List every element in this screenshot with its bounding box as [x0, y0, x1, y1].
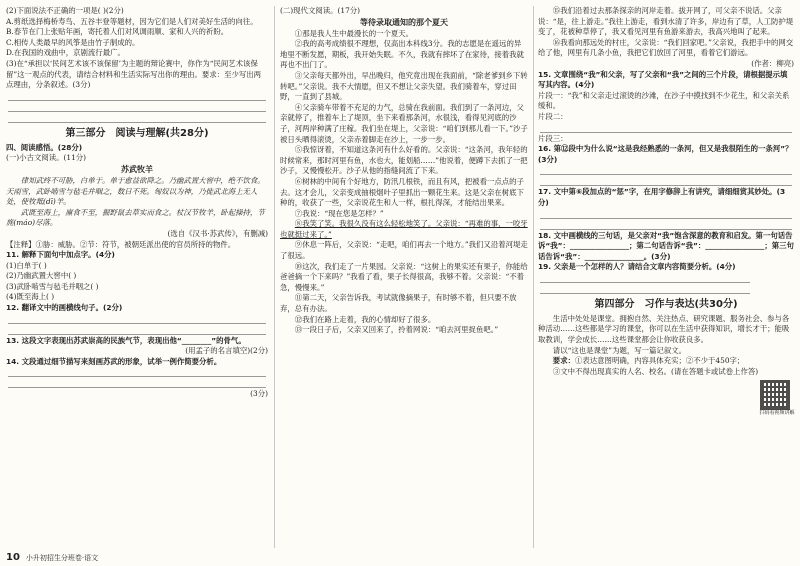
q16-text: 16. 第⑫段中为什么说“这是我经熟悉的一条河，但又是我很陌生的一条河”？(3分)	[538, 144, 793, 164]
story-paragraph: ⑤我惊讶着，不知道这条河有什么好看的。父亲说：“这条河，我年轻的时候常来，那时河里有鱼，水也大，能划船……”他说着，便蹲下去抓了一把沙子，又慢慢松开。沙子从他的指缝间流了下来。	[280, 145, 528, 176]
q14-text: 14. 文段通过细节描写来刻画苏武的形象，试举一例作简要分析。	[6, 356, 222, 366]
answer-line[interactable]	[8, 113, 266, 123]
answer-line[interactable]	[8, 91, 266, 101]
passage-source: (选自《汉书·苏武传》，有删减)	[167, 228, 268, 238]
essay-prompt: 生活中处处是课堂。拥抱自然、关注热点、研究课题、服务社会、参与各种活动……这些都是学习的课堂，你可以在生活中获得知识，增长才干；能吸取教训，学会成长……这些课堂都会让你收获良多。	[538, 313, 790, 345]
column-divider	[533, 6, 534, 548]
answer-line[interactable]	[540, 165, 792, 175]
essay-task: 请以“这也是课堂”为题，写一篇记叙文。	[552, 345, 686, 355]
annotation: 【注释】①胁：威胁。②节：符节，被朝廷派出使的官员所持的物件。	[6, 239, 236, 249]
answer-line[interactable]	[8, 325, 266, 335]
story-paragraph: ③父亲每天都外出，早出晚归，他究竟出现在我面前，“除老爹到乡下转转吧。”父亲说。我不大情愿，但又不想让父亲失望。我们骑着车，穿过田野，一直到了县城。	[280, 70, 528, 102]
part3-heading: 第三部分 阅读与理解(共28分)	[65, 127, 209, 139]
q11-item-3: (3)武卧啮雪与毡毛并咽之( )	[6, 281, 99, 291]
subsection1-heading: (一)小古文阅读。(11分)	[6, 153, 87, 163]
story-paragraph: ⑯我看向那远处的村庄，父亲说：“我们回家吧。”父亲说，我把手中的网交给了他，网里有几条小鱼，我把它们放回了河里，看着它们游远。	[538, 37, 794, 58]
q11-item-4: (4)既至海上( )	[6, 292, 55, 302]
q2-option-c: C.相传人类最早的风筝是由竹子制成的。	[6, 37, 140, 47]
answer-line[interactable]	[540, 220, 792, 230]
qr-caption: 扫码看视频讲解	[759, 410, 795, 416]
q13-text: 13. 这段文字表现出苏武崇高的民族气节，表现出他“________”的骨气。	[6, 335, 246, 345]
story-paragraph: ②我的高考成绩很不理想，仅高出本科线3分。我的志愿是在遥远的异地里不断发愿，期板，我开始失眠。不久，我就有摔坏了在家待，接着我就再也不出门了。	[280, 39, 524, 70]
answer-line[interactable]	[8, 102, 266, 112]
story-paragraph: ⑨休息一阵后，父亲说：“走吧，咱们再去一个地方。”我们又沿着河堤走了很远。	[280, 240, 528, 261]
story-title: 等待录取通知的那个夏天	[360, 17, 448, 27]
q3-text: (3)在“承担以‘民间艺术该不该保留’为主题的辩论赛中，你作为“民间艺术该保留”这一观点的代表，请结合材料和生活实际写出你的理由。要求：至少写出两点理由，分条叙述。(3分)	[6, 58, 262, 90]
q14-score: (3分)	[250, 389, 268, 399]
q18-text: 18. 文中画横线的三句话，是父亲对“我”饱含深意的教育和启发。第一句话告诉“我”：________________；第二句话告诉“我”：________________；第三句话告诉“我”：________________。(3分)	[538, 230, 794, 261]
story-paragraph: ④父亲骑车带着不充足的力气，总骑在我前面。我们到了一条河边，父亲就停了，推着车上了堤顶，坐下来看那条河，水很浅，看得见河底的沙子，河两岸种满了庄稼。我们坐在堤上，父亲说：“咱们到那儿看一下。”沙子被日头晒得滚烫，父亲赤着脚走在沙上，一步一步。	[280, 102, 528, 144]
story-paragraph: ⑪第二天，父亲告诉我，考试就像摘果子，有时够不着，但只要不放弃，总有办法。	[280, 293, 517, 314]
answer-line[interactable]	[540, 273, 750, 283]
q11-item-2: (2)乃幽武置大窖中( )	[6, 271, 77, 281]
story-paragraph: ⑩这次，我们走了一片果园。父亲说：“这树上的果实还有果子，你能给爸爸摘一个下来吗？”我看了看，果子长得很高，我够不着。父亲说：“不着急，慢慢来。”	[280, 261, 528, 292]
answer-line[interactable]	[540, 176, 792, 186]
requirement-2: ③文中不得出现真实的人名、校名。(请在答题卡或试卷上作答)	[552, 366, 759, 376]
q15-fragment-3: 片段三：	[538, 133, 568, 143]
q12-text: 12. 翻译文中的画横线句子。(2分)	[6, 303, 123, 313]
story-paragraph: ①那是我人生中最漫长的一个夏天。	[294, 28, 414, 38]
section4-heading: 四、阅读感悟。(28分)	[6, 142, 83, 152]
q19-text: 19. 父亲是一个怎样的人？请结合文章内容简要分析。(4分)	[538, 262, 736, 272]
qr-code-icon[interactable]	[760, 380, 790, 410]
answer-line[interactable]	[540, 284, 750, 294]
q2-option-b: B.春节在门上张贴年画，寄托着人们对风调雨顺、家和人兴的祈盼。	[6, 27, 229, 37]
page-number: 10	[6, 552, 20, 563]
q15-fragment-1: 片段一：“我”和父亲走过滚烫的沙滩，在沙子中摸找到不少花生，和父亲关系缓和。	[538, 90, 790, 111]
answer-line[interactable]	[540, 209, 792, 219]
passage-title: 苏武牧羊	[121, 164, 153, 174]
column-left	[6, 6, 268, 552]
book-title: 小升初招生分班卷·语文	[25, 554, 99, 562]
q13-source: (用孟子的名言填空)(2分)	[185, 346, 268, 356]
answer-line[interactable]	[8, 314, 266, 324]
requirement-1: ①表达意图明确，内容具体充实；②不少于450字；	[574, 356, 745, 366]
column-divider	[274, 6, 275, 548]
q2-option-a: A.剪纸选择梅桥寿鸟、五谷丰登等题材，因为它们是人们对美好生活的向往。	[6, 16, 258, 26]
story-author: (作者：柳亮)	[751, 58, 794, 68]
q2-intro: (2)下面说法不正确的一项是( )(2分)	[6, 6, 124, 15]
q15-text: 15. 文章围绕“我”和父亲，写了父亲和“我”之间的三个片段，请根据提示填写其内容。(4分)	[538, 69, 788, 90]
story-paragraph: ⑬一段日子后，父亲又回来了，拎着网说：“咱去河里捉鱼吧。”	[294, 325, 499, 335]
answer-line[interactable]	[8, 367, 266, 377]
requirements-label: 要求：	[552, 356, 575, 366]
q11-text: 11. 解释下面句中加点字。(4分)	[6, 250, 115, 260]
passage-paragraph: 武既至海上，廪食不至，掘野鼠去草实而食之。杖汉节牧羊，卧起操持，节旄(máo)尽落。	[6, 207, 265, 228]
answer-line[interactable]	[540, 123, 792, 133]
story-paragraph: ⑦我说：“现在您是怎样？”	[294, 208, 384, 218]
column-middle	[280, 6, 528, 552]
part4-heading: 第四部分 习作与表达(共30分)	[594, 298, 738, 310]
q11-item-1: (1)白单于( )	[6, 260, 47, 270]
q2-option-d: D.在我国的戏曲中，京剧流行最广。	[6, 48, 125, 58]
story-paragraph: ⑮我们沿着过去那条探亲的河岸走着。拔开网了，可父亲不说话。父亲说：“是，往上游走。”我往上游走，看到水清了许多，岸边有了草，人工防护堤变了，花被种草停了，我又看见河里有鱼游来游去，我高兴地叫了起来。	[538, 6, 794, 37]
q15-fragment-2: 片段二：	[538, 111, 568, 121]
story-paragraph: ⑥树林的中间有个好地方，防汛几根铁，而且有风，把被看一点点的子去。这才会儿，父亲变成抽根烟叶子里抓出一颗花生来。这是父亲在树底下种的，收获了一些，父亲说花生和人一样，根扎得深，才能结出果来。	[280, 176, 524, 208]
answer-line[interactable]	[8, 378, 266, 388]
story-paragraph: ⑫我们在路上走着，我的心情却好了很多。	[294, 314, 436, 324]
q17-text: 17. 文中第⑥段加点的“惩”字，在用字修辞上有讲究，请细细赏其妙处。(3分)	[538, 187, 786, 207]
column-right	[538, 6, 794, 552]
story-paragraph-underlined: ⑧我笑了笑。我很久没有这么轻松地笑了。父亲说：“再难的事，一咬牙也就挺过来了。”	[280, 219, 528, 239]
passage-paragraph: 律知武终不可胁，白单于。单于愈益欲降之。乃幽武置大窖中，绝不饮食。天雨雪，武卧啮雪与毡毛并咽之，数日不死。匈奴以为神，乃徙武北海上无人处，使牧羝(dī)羊。	[6, 175, 265, 207]
page-footer	[6, 552, 98, 563]
subsection2-heading: (二)现代文阅读。(17分)	[280, 6, 361, 15]
